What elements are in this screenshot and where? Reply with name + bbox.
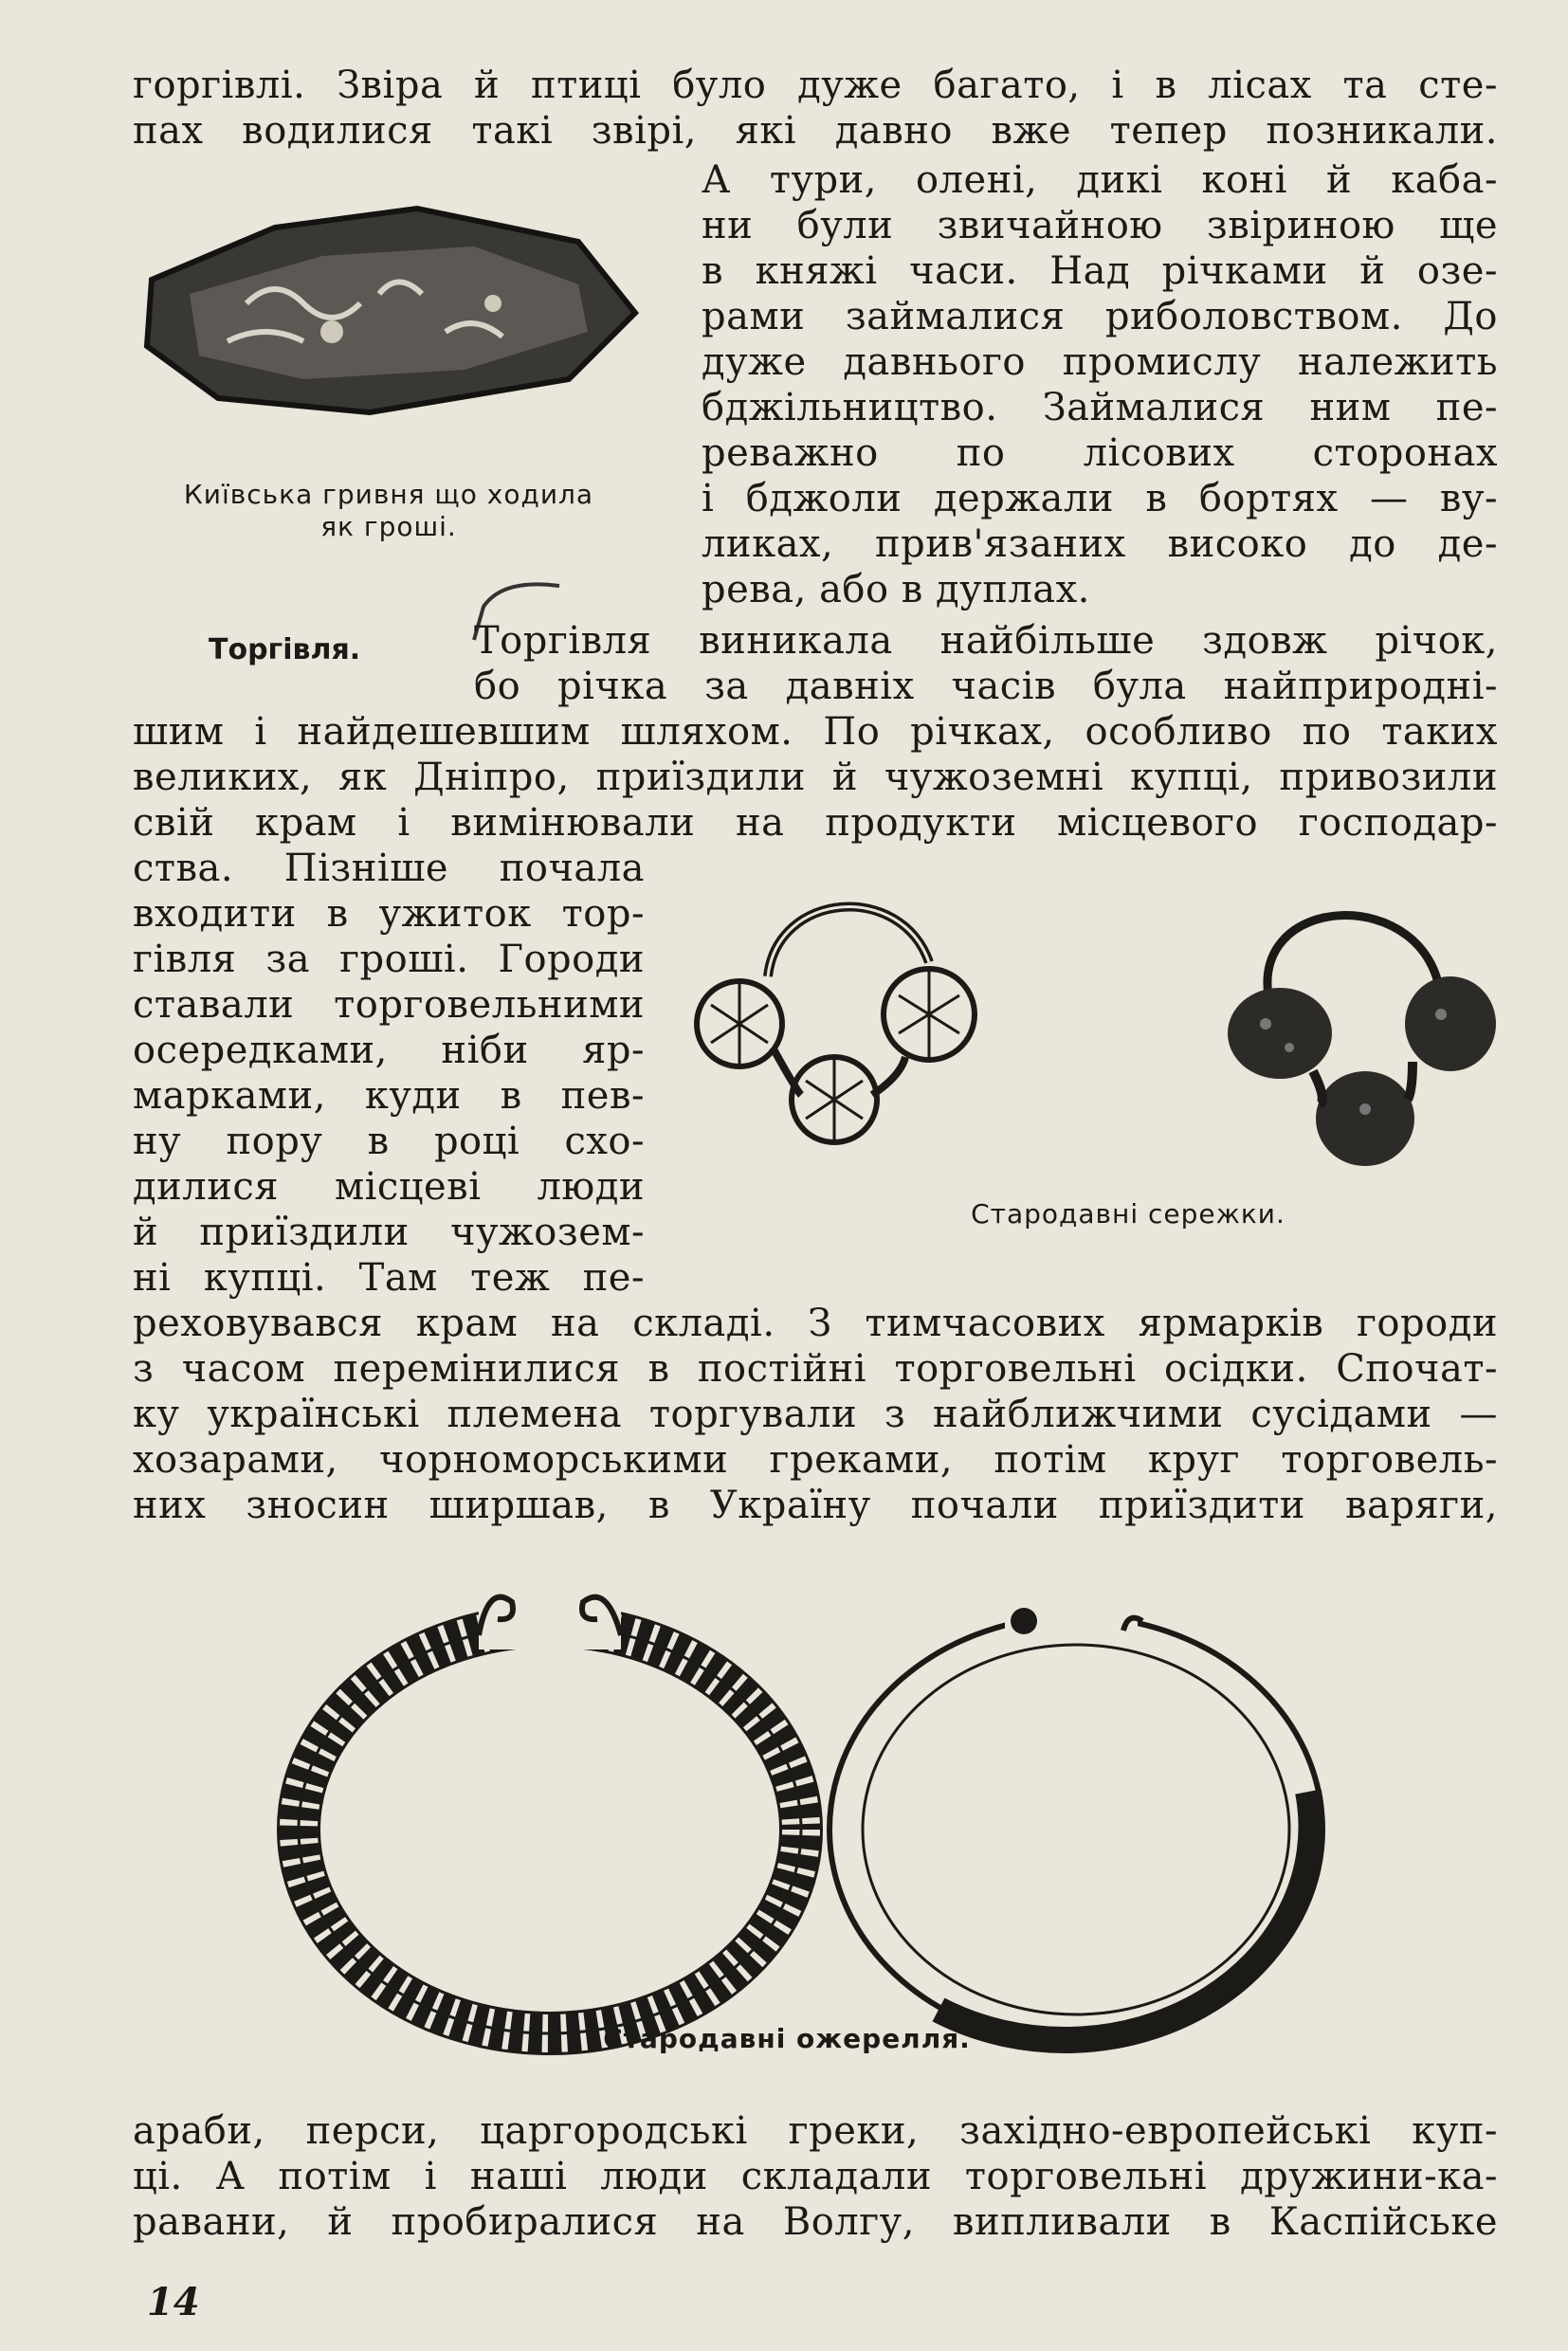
caption-line: Київська гривня що ходила [183, 479, 594, 510]
text-line: рева, або в дуплах. [702, 568, 1090, 611]
text-line: й приїздили чужозем- [133, 1211, 645, 1254]
text-line: пах водилися такі звірі, які давно вже тепер позникали. [133, 109, 1498, 153]
hryvnia-caption [114, 479, 664, 543]
text-line: реховувався крам на складі. З тимчасових ярмарків городи [133, 1302, 1498, 1345]
text-line: дуже давнього промислу належить [702, 340, 1498, 384]
hryvnia-image [133, 190, 645, 436]
text-line: ну пору в році схо- [133, 1120, 645, 1163]
text-line: з часом перемінилися в постійні торговельні осідки. Спочат- [133, 1347, 1498, 1391]
text-line: великих, як Дніпро, приїздили й чужоземні купці, привозили [133, 756, 1498, 799]
text-line: Торгівля виникала найбільше здовж річок, [474, 619, 1498, 663]
page-number: 14 [147, 2280, 200, 2324]
text-line: равани, й пробиралися на Волгу, випливали в Каспійське [133, 2200, 1498, 2244]
earrings-caption: Стародавні сережки. [971, 1198, 1285, 1230]
text-line: свій крам і вимінювали на продукти місцевого господар- [133, 801, 1498, 845]
text-line: ни були звичайною звіриною ще [702, 204, 1498, 247]
side-heading: Торгівля. [209, 633, 361, 666]
text-line: ства. Пізніше почала [133, 847, 645, 890]
text-line: ставали торговельними [133, 983, 645, 1027]
text-line: ликах, прив'язаних високо до де- [702, 522, 1498, 566]
text-line: осередками, ніби яр- [133, 1029, 645, 1072]
necklaces-image [275, 1545, 1356, 2057]
text-line: реважно по лісових сторонах [702, 431, 1498, 475]
text-line: А тури, олені, дикі коні й каба- [702, 158, 1498, 202]
necklaces-caption: Стародавні ожерелля. [603, 2023, 971, 2054]
text-line: марками, куди в пев- [133, 1074, 645, 1118]
text-line: і бджоли держали в бортях — ву- [702, 477, 1498, 520]
text-line: в княжі часи. Над річками й озе- [702, 249, 1498, 293]
text-line: ні купці. Там теж пе- [133, 1256, 645, 1300]
earrings-image [683, 872, 1517, 1185]
text-line: бджільництво. Займалися ним пе- [702, 386, 1498, 429]
text-line: рами займалися риболовством. До [702, 295, 1498, 338]
text-line: ці. А потім і наші люди складали торговельні дружини-ка- [133, 2155, 1498, 2198]
text-line: входити в ужиток тор- [133, 892, 645, 936]
text-line: гівля за гроші. Городи [133, 938, 645, 981]
caption-line: як гроші. [320, 511, 457, 542]
text-line: горгівлі. Звіра й птиці було дуже багато, і в лісах та сте- [133, 64, 1498, 107]
text-line: шим і найдешевшим шляхом. По річках, особливо по таких [133, 710, 1498, 754]
text-line: дилися місцеві люди [133, 1165, 645, 1209]
text-line: бо річка за давніх часів була найприродні- [474, 665, 1498, 708]
text-line: араби, перси, царгородські греки, західно-европейські куп- [133, 2109, 1498, 2153]
text-line: хозарами, чорноморськими греками, потім круг торговель- [133, 1438, 1498, 1482]
text-line: них зносин ширшав, в Україну почали приїздити варяги, [133, 1484, 1498, 1527]
text-line: ку українські племена торгували з найближчими сусідами — [133, 1393, 1498, 1436]
